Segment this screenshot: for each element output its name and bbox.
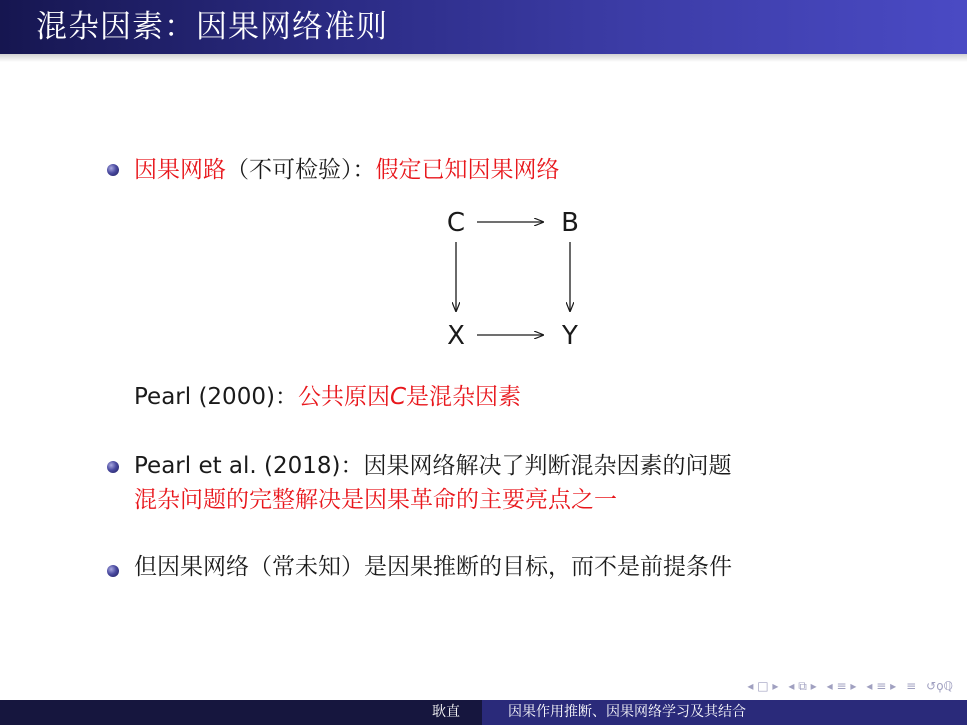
node-c: C xyxy=(446,208,466,238)
pearl-2000-colon: ： xyxy=(274,384,298,410)
footer-author: 耿直 xyxy=(0,700,482,725)
bullet-2-line-1 xyxy=(134,451,732,481)
pearl-2000-red-1: 公共原因 xyxy=(297,384,390,410)
footer-talk-title: 因果作用推断、因果网络学习及其结合 xyxy=(482,700,967,725)
pearl-2000-note xyxy=(134,382,521,412)
node-y: Y xyxy=(562,321,578,351)
prev-section-icon[interactable]: ◂ ≡ ▸ xyxy=(866,679,897,693)
navigation-bar xyxy=(747,676,953,696)
node-b: B xyxy=(561,208,579,238)
prev-slide-icon[interactable]: ◂ □ ▸ xyxy=(747,679,779,693)
bullet-1-middle: （不可检验）： xyxy=(226,157,376,183)
pearl-2000-source: Pearl (2000) xyxy=(134,384,275,410)
pearl-2000-var: C xyxy=(389,384,406,410)
bullet-icon xyxy=(107,565,119,577)
bullet-2-rest: ：因果网络解决了判断混杂因素的问题 xyxy=(340,453,732,479)
bullet-2-citation: Pearl et al. (2018) xyxy=(134,453,341,479)
bullet-1-prefix: 因果网路 xyxy=(134,157,226,183)
search-icon[interactable]: ↺ϙℚ xyxy=(926,679,953,693)
bullet-1-suffix: 假定已知因果网络 xyxy=(375,157,560,183)
slide-footer xyxy=(0,700,967,725)
bullet-2-line-2: 混杂问题的完整解决是因果革命的主要亮点之一 xyxy=(134,487,617,513)
bullet-icon xyxy=(107,461,119,473)
node-x: X xyxy=(447,321,465,351)
prev-frame-icon[interactable]: ◂ ⧉ ▸ xyxy=(788,678,817,693)
prev-subsection-icon[interactable]: ◂ ≡ ▸ xyxy=(826,679,857,693)
bullet-3-text: 但因果网络（常未知）是因果推断的目标，而不是前提条件 xyxy=(134,554,732,580)
align-icon[interactable]: ≡ xyxy=(906,679,917,693)
slide-title: 混杂因素：因果网络准则 xyxy=(36,9,388,45)
pearl-2000-red-2: 是混杂因素 xyxy=(406,384,521,410)
